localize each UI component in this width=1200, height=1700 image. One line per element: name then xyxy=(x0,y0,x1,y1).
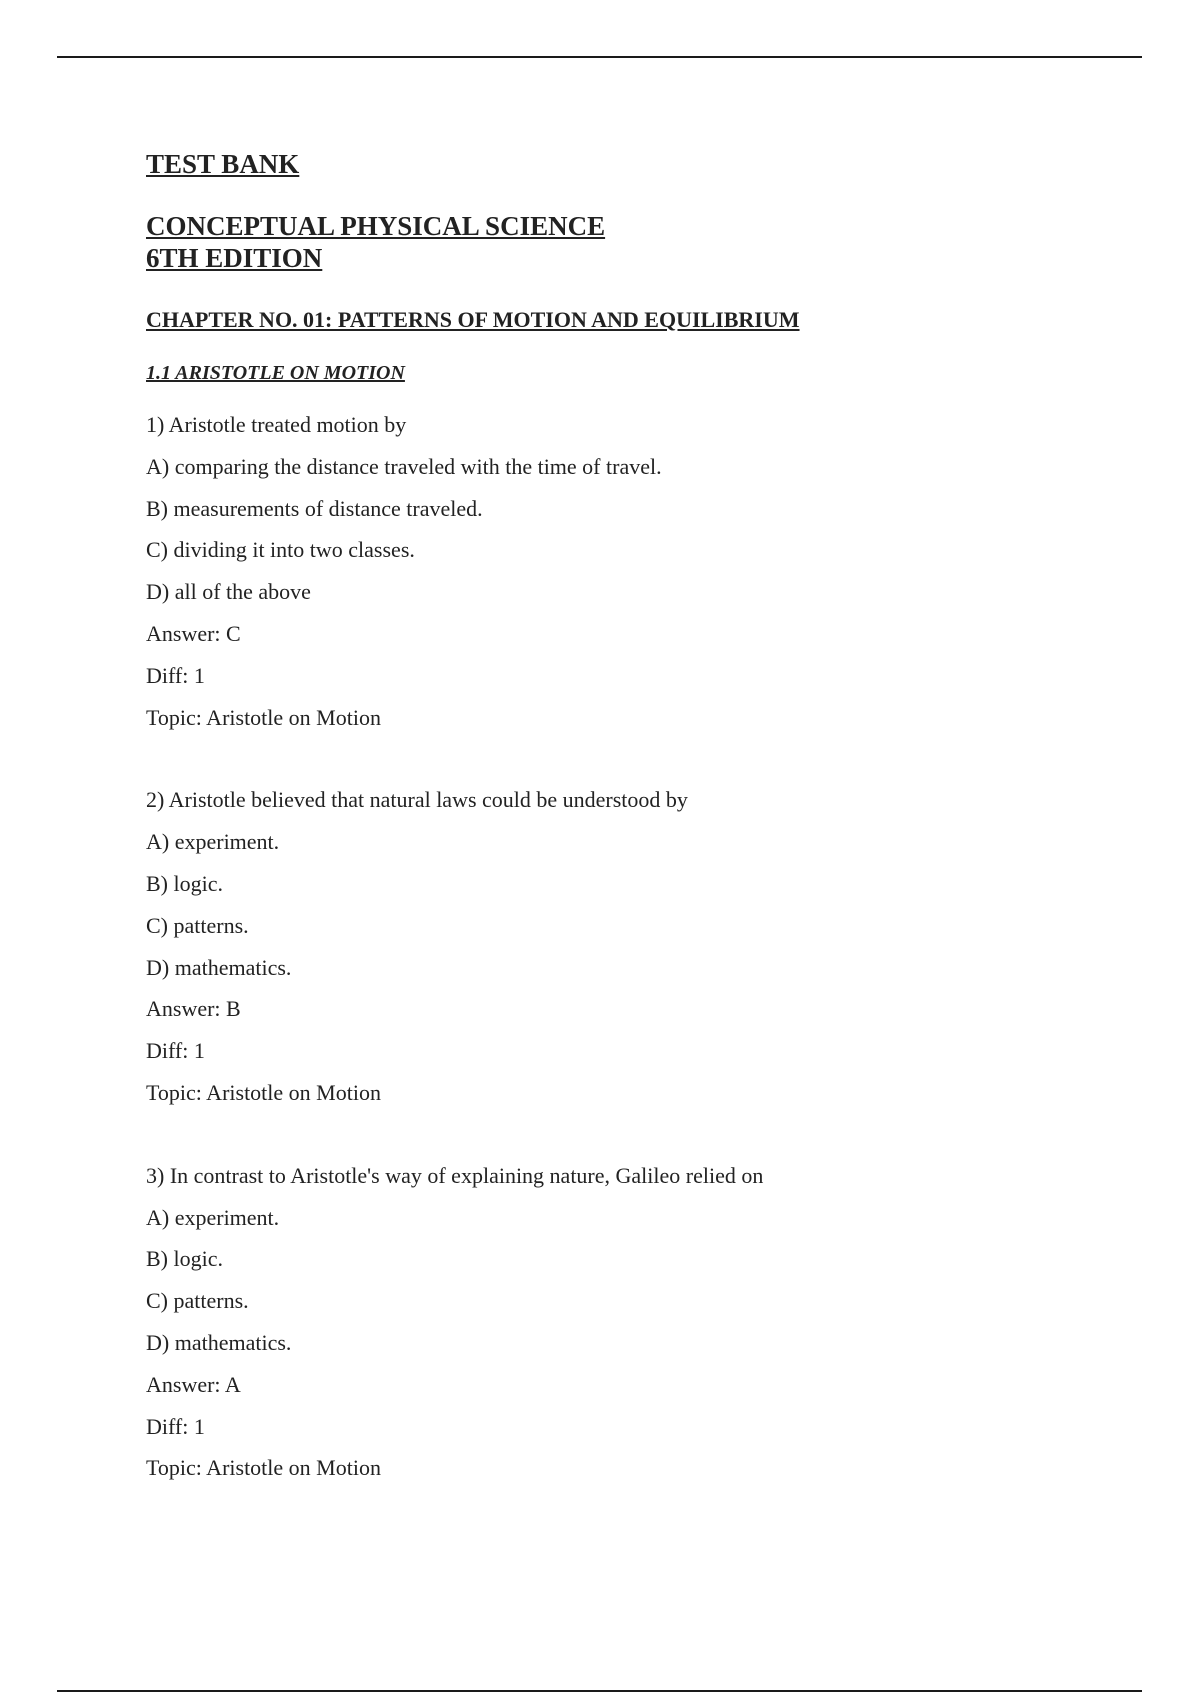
option-c: C) patterns. xyxy=(146,912,249,938)
question-3 xyxy=(146,1155,1126,1489)
top-rule xyxy=(57,56,1142,58)
option-a: A) experiment. xyxy=(146,1204,280,1230)
option-d: D) mathematics. xyxy=(146,954,292,980)
option-d: D) mathematics. xyxy=(146,1329,292,1355)
title-block xyxy=(146,210,1126,274)
option-a: A) experiment. xyxy=(146,829,280,855)
option-c: C) dividing it into two classes. xyxy=(146,537,415,563)
question-stem: 2) Aristotle believed that natural laws could be understood by xyxy=(146,787,688,813)
option-c: C) patterns. xyxy=(146,1288,249,1314)
difficulty-line: Diff: 1 xyxy=(146,662,205,688)
test-bank-heading: TEST BANK xyxy=(146,149,300,179)
bottom-rule xyxy=(57,1690,1142,1692)
option-d: D) all of the above xyxy=(146,579,311,605)
question-stem: 3) In contrast to Aristotle's way of explaining nature, Galileo relied on xyxy=(146,1162,764,1188)
topic-line: Topic: Aristotle on Motion xyxy=(146,1079,381,1105)
answer-line: Answer: A xyxy=(146,1371,241,1397)
document-body xyxy=(146,148,1126,1530)
answer-line: Answer: C xyxy=(146,620,241,646)
option-a: A) comparing the distance traveled with the time of travel. xyxy=(146,453,662,479)
difficulty-line: Diff: 1 xyxy=(146,1413,205,1439)
option-b: B) logic. xyxy=(146,870,223,896)
edition-heading: 6TH EDITION xyxy=(146,243,323,273)
book-title: CONCEPTUAL PHYSICAL SCIENCE xyxy=(146,211,606,241)
question-stem: 1) Aristotle treated motion by xyxy=(146,412,407,437)
option-b: B) logic. xyxy=(146,1246,223,1272)
option-b: B) measurements of distance traveled. xyxy=(146,495,483,521)
chapter-heading: CHAPTER NO. 01: PATTERNS OF MOTION AND EQUILIBRIUM xyxy=(146,307,800,332)
topic-line: Topic: Aristotle on Motion xyxy=(146,1455,381,1481)
question-2 xyxy=(146,779,1126,1113)
topic-line: Topic: Aristotle on Motion xyxy=(146,704,381,730)
section-heading: 1.1 ARISTOTLE ON MOTION xyxy=(146,362,405,384)
question-1 xyxy=(146,404,1126,738)
question-list xyxy=(146,404,1126,1489)
answer-line: Answer: B xyxy=(146,996,241,1022)
difficulty-line: Diff: 1 xyxy=(146,1038,205,1064)
